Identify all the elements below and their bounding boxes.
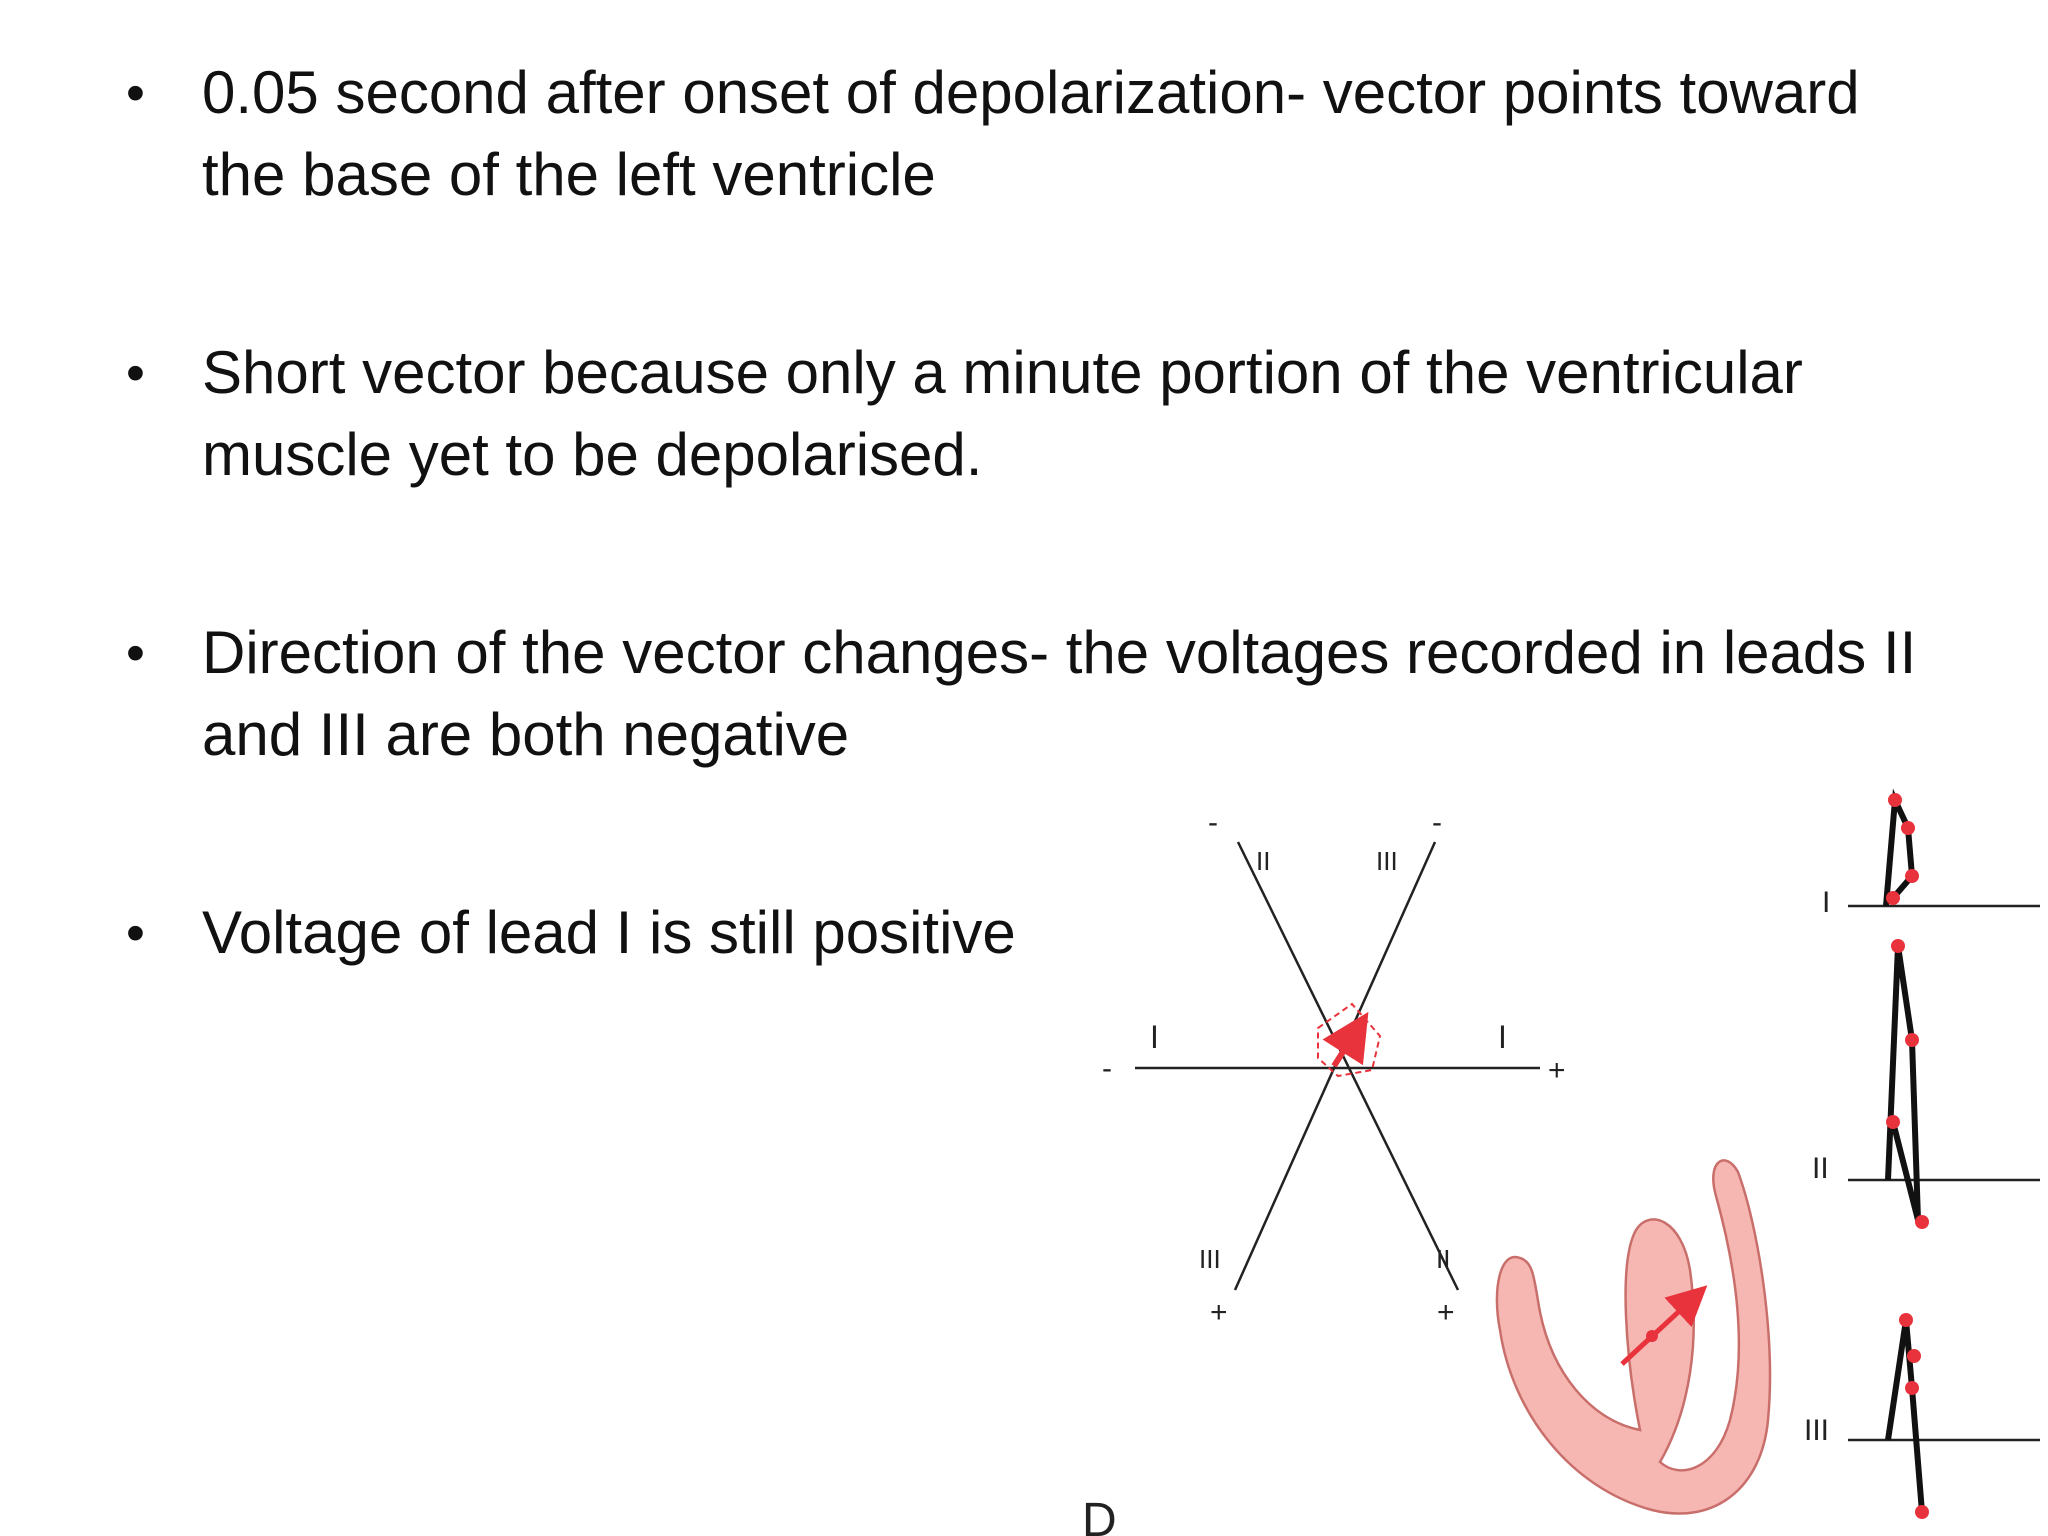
bullet-item: [120, 612, 1940, 776]
polarity-plus-I: +: [1548, 1054, 1566, 1087]
bullet-dot: •: [126, 63, 145, 123]
axis-label-I-left: I: [1150, 1019, 1159, 1055]
ventricle-shape: [1497, 1160, 1770, 1513]
polarity-plus-III: +: [1210, 1296, 1228, 1329]
trace-point: [1905, 1381, 1919, 1395]
trace-label-II: II: [1812, 1152, 1829, 1185]
bullet-item: [120, 52, 1940, 216]
trace-point: [1907, 1349, 1921, 1363]
heart-vector-dot: [1646, 1330, 1658, 1342]
bullet-dot: •: [126, 343, 145, 403]
waveform-I: [1886, 800, 1912, 906]
trace-point: [1891, 939, 1905, 953]
trace-point: [1886, 1115, 1900, 1129]
lead-trace-III: [1804, 1313, 2040, 1519]
trace-point: [1888, 793, 1902, 807]
bullet-text: Direction of the vector changes- the voltages recorded in leads II and III are both negative: [202, 619, 1917, 768]
heart-illustration: [1497, 1160, 1770, 1513]
waveform-III: [1888, 1320, 1922, 1512]
mean-vector: [1318, 1004, 1380, 1076]
bullet-text: 0.05 second after onset of depolarization- vector points toward the base of the left ventricle: [202, 59, 1860, 208]
axis-label-III-top: III: [1376, 846, 1398, 876]
axis-label-II-bottom: II: [1436, 1244, 1451, 1274]
bullet-dot: •: [126, 903, 145, 963]
bullet-text: Voltage of lead I is still positive: [202, 899, 1016, 966]
bullet-text: Short vector because only a minute portion of the ventricular muscle yet to be depolarised.: [202, 339, 1803, 488]
axis-label-III-bottom: III: [1199, 1244, 1221, 1274]
axis-label-I-right: I: [1498, 1019, 1507, 1055]
trace-point: [1905, 1033, 1919, 1047]
polarity-plus-II: +: [1437, 1296, 1455, 1329]
trace-point: [1899, 1313, 1913, 1327]
axis-label-II-top: II: [1256, 846, 1271, 876]
polarity-minus-II: -: [1208, 806, 1218, 839]
trace-point: [1905, 869, 1919, 883]
trace-point: [1915, 1505, 1929, 1519]
lead-trace-I: [1822, 793, 2040, 919]
bullet-item: [120, 332, 1940, 496]
axis-lead-II: [1238, 842, 1458, 1290]
panel-letter: D: [1082, 1494, 1117, 1536]
trace-label-I: I: [1822, 886, 1831, 919]
bullet-dot: •: [126, 623, 145, 683]
lead-trace-II: [1812, 939, 2040, 1229]
polarity-minus-III: -: [1432, 806, 1442, 839]
trace-point: [1886, 891, 1900, 905]
vector-diagram: [1080, 780, 2048, 1536]
polarity-minus-I: -: [1102, 1052, 1112, 1085]
trace-point: [1901, 821, 1915, 835]
trace-label-III: III: [1804, 1414, 1830, 1447]
trace-point: [1915, 1215, 1929, 1229]
